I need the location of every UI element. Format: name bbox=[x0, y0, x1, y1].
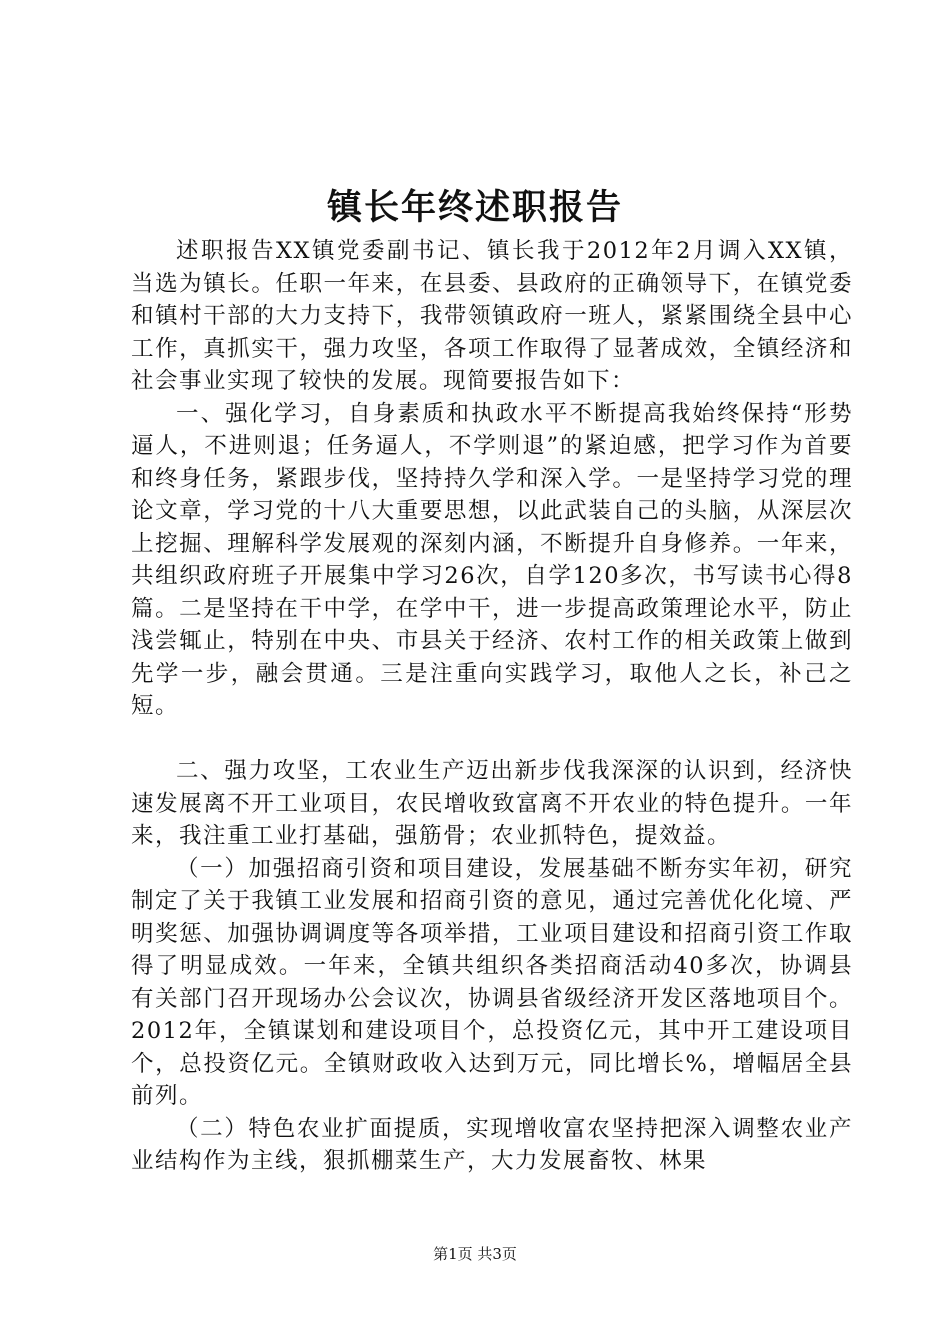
paragraph-section-1: 一、强化学习，自身素质和执政水平不断提高我始终保持“形势逼人，不进则退；任务逼人，不学则退”的紧迫感，把学习作为首要和终身任务，紧跟步伐，坚持持久学和深入学。一是坚持学习党的理论文章，学习党的十八大重要思想，以此武装自己的头脑，从深层次上挖掘、理解科学发展观的深刻内涵，不断提升自身修养。一年来，共组织政府班子开展集中学习26次，自学120多次，书写读书心得8篇。二是坚持在干中学，在学中干，进一步提高政策理论水平，防止浅尝辄止，特别在中央、市县关于经济、农村工作的相关政策上做到先学一步，融会贯通。三是注重向实践学习，取他人之长，补己之短。 bbox=[131, 400, 853, 719]
document-title: 镇长年终述职报告 bbox=[326, 187, 623, 228]
paragraph-spacer bbox=[131, 723, 853, 756]
paragraph-subsection-1: （一）加强招商引资和项目建设，发展基础不断夯实年初，研究制定了关于我镇工业发展和招商引资的意见，通过完善优化化境、严明奖惩、加强协调调度等各项举措，工业项目建设和招商引资工作取得了明显成效。一年来，全镇共组织各类招商活动40多次，协调县有关部门召开现场办公会议次，协调县省级经济开发区落地项目个。2012年，全镇谋划和建设项目个，总投资亿元，其中开工建设项目个，总投资亿元。全镇财政收入达到万元，同比增长%，增幅居全县前列。 bbox=[131, 855, 853, 1109]
paragraph-section-2: 二、强力攻坚，工农业生产迈出新步伐我深深的认识到，经济快速发展离不开工业项目，农民增收致富离不开农业的特色提升。一年来，我注重工业打基础，强筋骨；农业抓特色，提效益。 bbox=[131, 758, 853, 849]
paragraph-subsection-2: （二）特色农业扩面提质，实现增收富农坚持把深入调整农业产业结构作为主线，狠抓棚菜生产，大力发展畜牧、林果 bbox=[131, 1115, 853, 1174]
document-body bbox=[131, 235, 853, 1178]
page-number-footer: 第1页 共3页 bbox=[433, 1245, 517, 1263]
paragraph-intro: 述职报告XX镇党委副书记、镇长我于2012年2月调入XX镇，当选为镇长。任职一年来，在县委、县政府的正确领导下，在镇党委和镇村干部的大力支持下，我带领镇政府一班人，紧紧围绕全县中心工作，真抓实干，强力攻坚，各项工作取得了显著成效，全镇经济和社会事业实现了较快的发展。现简要报告如下： bbox=[131, 238, 853, 394]
